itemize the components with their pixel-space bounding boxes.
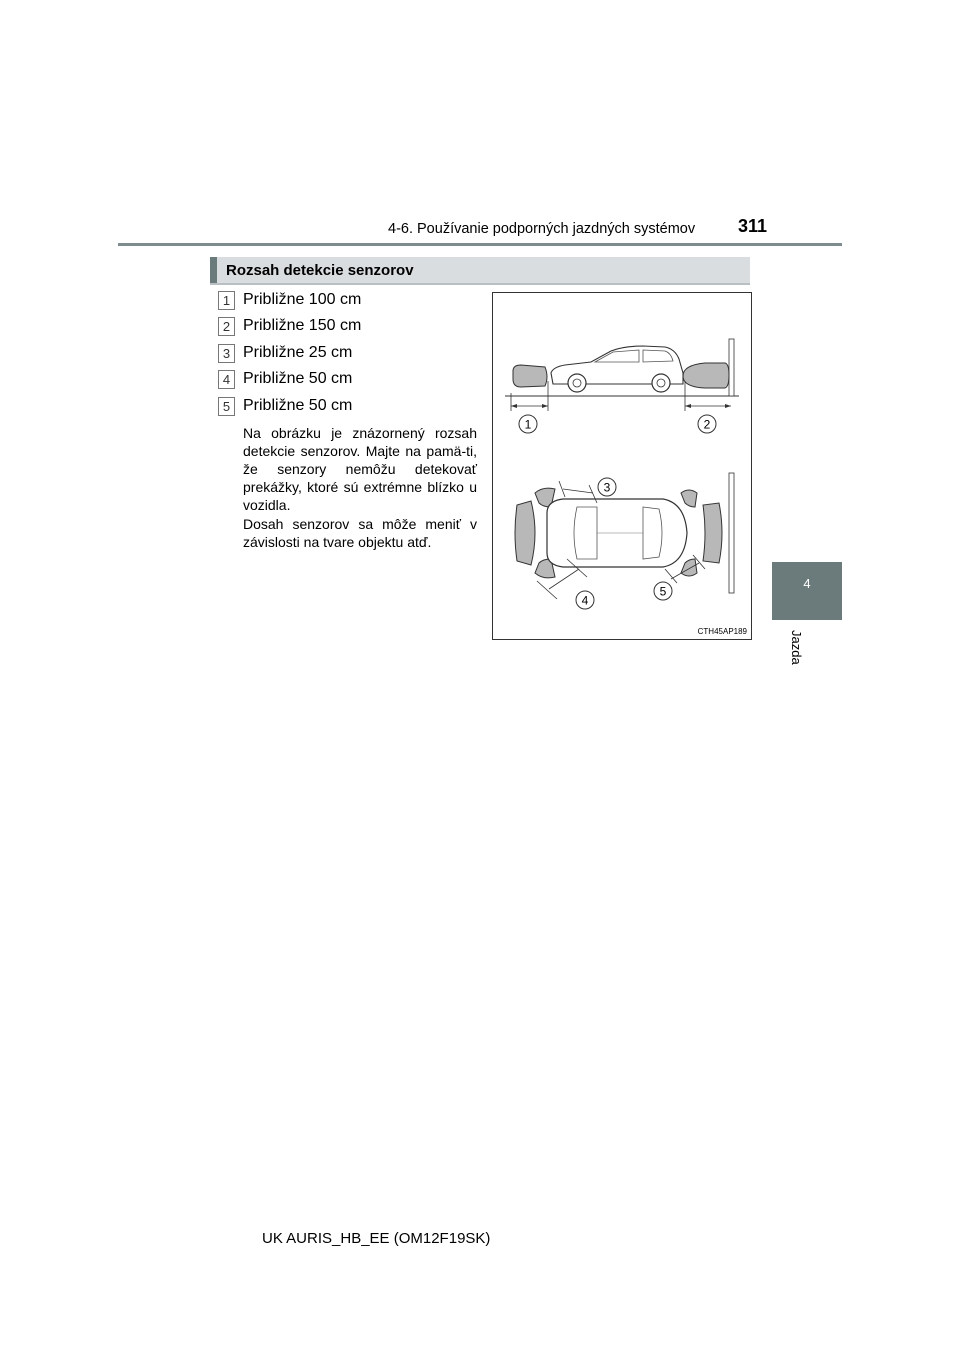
item-text: Približne 50 cm bbox=[243, 397, 353, 414]
figure-code: CTH45AP189 bbox=[697, 627, 747, 636]
item-text: Približne 25 cm bbox=[243, 344, 353, 361]
chapter-tab[interactable] bbox=[772, 562, 842, 620]
side-view bbox=[505, 339, 739, 411]
section-title: Rozsah detekcie senzorov bbox=[226, 262, 414, 279]
section-accent bbox=[210, 257, 217, 283]
callout-1 bbox=[519, 415, 537, 433]
callout-5 bbox=[654, 582, 672, 600]
item-number-badge: 4 bbox=[218, 370, 235, 389]
item-text: Približne 50 cm bbox=[243, 370, 353, 387]
callout-3 bbox=[598, 478, 616, 496]
callout-4-label: 4 bbox=[581, 593, 589, 608]
callout-1-label: 1 bbox=[524, 417, 532, 432]
item-number-badge: 1 bbox=[218, 291, 235, 310]
callout-2 bbox=[698, 415, 716, 433]
callout-2-label: 2 bbox=[703, 417, 711, 432]
item-text: Približne 150 cm bbox=[243, 317, 362, 334]
header-rule bbox=[118, 243, 842, 246]
callout-4 bbox=[576, 591, 594, 609]
item-number-badge: 3 bbox=[218, 344, 235, 363]
sensor-range-figure bbox=[492, 292, 752, 640]
note-paragraph: Na obrázku je znázornený rozsah detekcie senzorov. Majte na pamä-ti, že senzory nemôžu detekovať prekážky, ktoré sú extrémne blízko u vozidla. bbox=[243, 425, 477, 513]
callout-3-label: 3 bbox=[603, 480, 611, 495]
item-number-badge: 5 bbox=[218, 397, 235, 416]
section-heading bbox=[210, 257, 750, 285]
page-number: 311 bbox=[738, 216, 768, 236]
footer-model-code: UK AURIS_HB_EE (OM12F19SK) bbox=[262, 1230, 491, 1247]
sensor-range-illustration bbox=[493, 293, 751, 639]
item-text: Približne 100 cm bbox=[243, 291, 362, 308]
chapter-tab-number: 4 bbox=[803, 576, 811, 591]
header-title: 4-6. Používanie podporných jazdných systémov bbox=[388, 221, 696, 237]
chapter-tab-label: Jazda bbox=[789, 630, 804, 665]
note-paragraph: Dosah senzorov sa môže meniť v závislosti na tvare objektu atď. bbox=[243, 516, 477, 550]
top-view bbox=[515, 473, 734, 599]
callout-5-label: 5 bbox=[659, 584, 667, 599]
item-number-badge: 2 bbox=[218, 317, 235, 336]
